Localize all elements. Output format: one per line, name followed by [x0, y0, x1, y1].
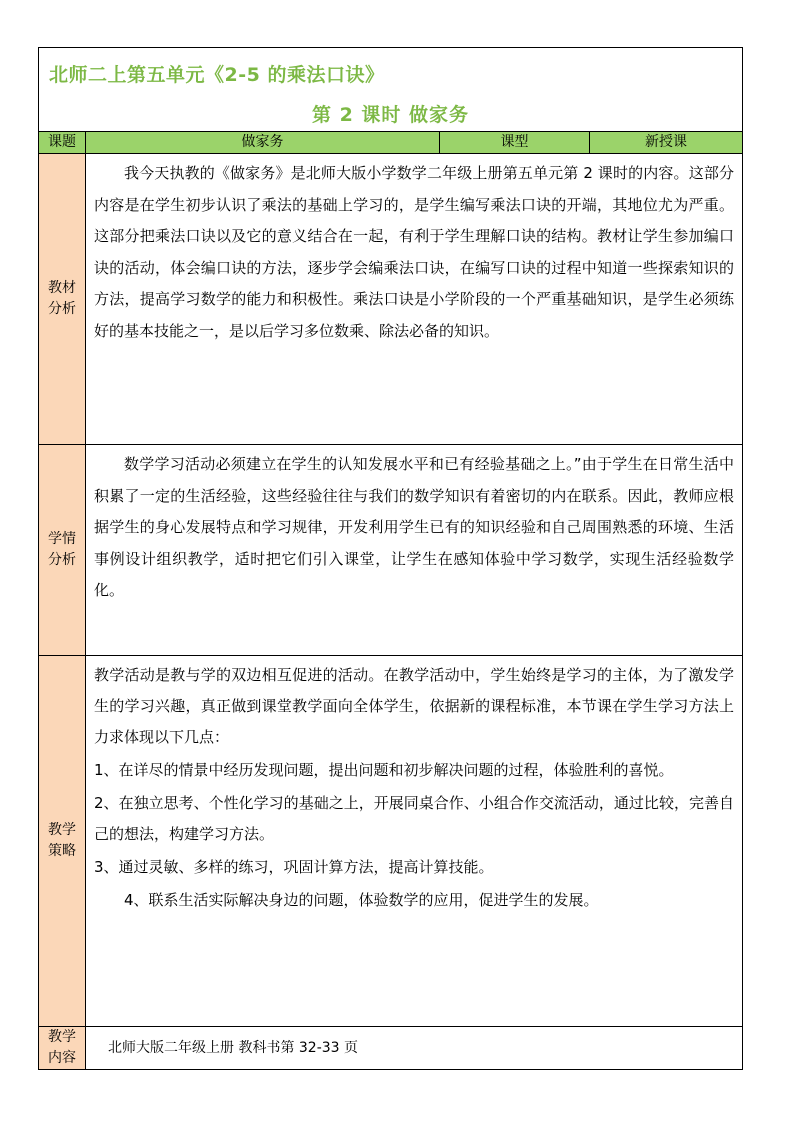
- teaching-strategy-row: [39, 656, 742, 1027]
- topic-label: 课题: [39, 132, 86, 154]
- lesson-title: 第 2 课时 做家务: [311, 104, 470, 126]
- teaching-content-text: 北师大版二年级上册 教科书第 32-33 页: [108, 1040, 359, 1056]
- textbook-analysis-label: 教材分析: [48, 280, 76, 317]
- topic-value: 做家务: [86, 132, 440, 154]
- textbook-analysis-row: [39, 154, 742, 445]
- strategy-point-1: 1、在详尽的情景中经历发现问题，提出问题和初步解决问题的过程，体验胜利的喜悦。: [94, 761, 674, 779]
- type-value: 新授课: [590, 132, 742, 154]
- teaching-strategy-label: 教学策略: [48, 822, 76, 859]
- textbook-analysis-text: 我今天执教的《做家务》是北师大版小学数学二年级上册第五单元第 2 课时的内容。这部分内容是在学生初步认识了乘法的基础上学习的，是学生编写乘法口诀的开端，其地位尤为严重。这部分把乘法口诀以及它的意义结合在一起，有利于学生理解口诀的结构。教材让学生参加编口诀的活动，体会编口诀的方法，逐步学会编乘法口诀，在编写口诀的过程中知道一些探索知识的方法，提高学习数学的能力和积极性。乘法口诀是小学阶段的一个严重基础知识，是学生必须练好的基本技能之一，是以后学习多位数乘、除法必备的知识。: [94, 164, 734, 340]
- lesson-plan-table: [38, 47, 743, 1070]
- strategy-intro: 教学活动是教与学的双边相互促进的活动。在教学活动中，学生始终是学习的主体，为了激发学生的学习兴趣，真正做到课堂教学面向全体学生，依据新的课程标准，本节课在学生学习方法上力求体现以下几点：: [94, 666, 734, 746]
- strategy-point-2: 2、在独立思考、个性化学习的基础之上，开展同桌合作、小组合作交流活动，通过比较，完善自己的想法，构建学习方法。: [94, 794, 734, 843]
- teaching-content-label: 教学内容: [48, 1029, 76, 1066]
- student-analysis-row: [39, 445, 742, 656]
- info-row: [39, 132, 742, 154]
- unit-title: 北师二上第五单元《2-5 的乘法口诀》: [49, 64, 385, 86]
- strategy-point-4: 4、联系生活实际解决身边的问题，体验数学的应用，促进学生的发展。: [124, 891, 599, 909]
- student-analysis-text: 数学学习活动必须建立在学生的认知发展水平和已有经验基础之上。”由于学生在日常生活中积累了一定的生活经验，这些经验往往与我们的数学知识有着密切的内在联系。因此，教师应根据学生的身心发展特点和学习规律，开发利用学生已有的知识经验和自己周围熟悉的环境、生活事例设计组织教学，适时把它们引入课堂，让学生在感知体验中学习数学，实现生活经验数学化。: [94, 455, 734, 599]
- student-analysis-label: 学情分析: [48, 531, 76, 568]
- strategy-point-3: 3、通过灵敏、多样的练习，巩固计算方法，提高计算技能。: [94, 858, 494, 876]
- type-label: 课型: [440, 132, 590, 154]
- teaching-content-row: [39, 1027, 742, 1069]
- title-block: [39, 48, 742, 132]
